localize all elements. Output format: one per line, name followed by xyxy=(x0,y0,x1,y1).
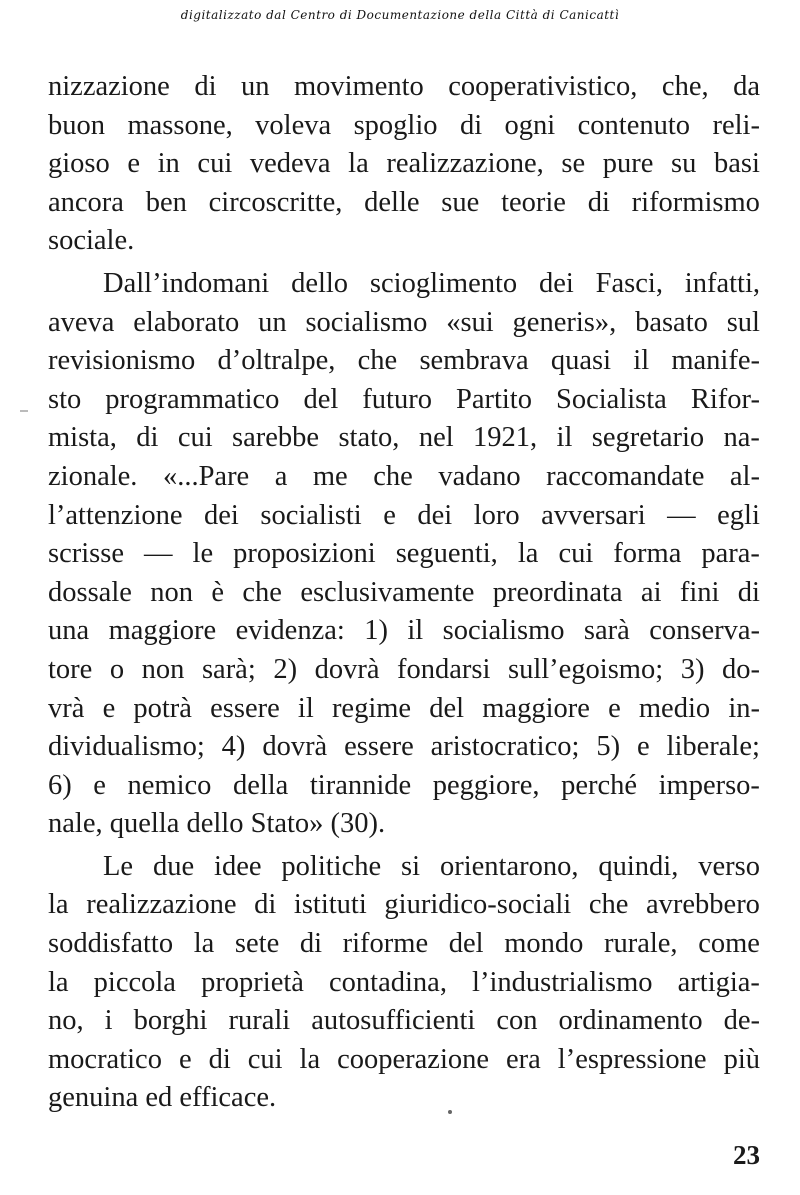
text-line: buon massone, voleva spoglio di ogni contenuto reli- xyxy=(48,109,760,141)
text-line: ancora ben circoscritte, delle sue teorie di riformismo xyxy=(48,186,760,218)
margin-mark xyxy=(20,410,28,412)
paragraph xyxy=(48,68,760,261)
text-line: l’attenzione dei socialisti e dei loro avversari — egli xyxy=(48,499,760,531)
text-line: mista, di cui sarebbe stato, nel 1921, il segretario na- xyxy=(48,422,760,454)
text-line: sto programmatico del futuro Partito Socialista Rifor- xyxy=(48,383,760,415)
print-speck xyxy=(448,1110,452,1114)
text-line: nizzazione di un movimento cooperativistico, che, da xyxy=(48,71,760,102)
text-line: dossale non è che esclusivamente preordinata ai fini di xyxy=(48,576,760,608)
text-line: gioso e in cui vedeva la realizzazione, se pure su basi xyxy=(48,148,760,180)
text-line: soddisfatto la sete di riforme del mondo rurale, come xyxy=(48,928,760,960)
text-line: la piccola proprietà contadina, l’industrialismo artigia- xyxy=(48,966,760,998)
text-line: mocratico e di cui la cooperazione era l’espressione più xyxy=(48,1043,760,1075)
text-line: la realizzazione di istituti giuridico-sociali che avrebbero xyxy=(48,889,760,921)
text-line: genuina ed efficace. xyxy=(48,1082,277,1114)
text-line: Le due idee politiche si orientarono, quindi, verso xyxy=(103,850,760,882)
paragraph xyxy=(48,265,760,844)
paragraph xyxy=(48,848,760,1118)
text-line: aveva elaborato un socialismo «sui generis», basato sul xyxy=(48,306,760,338)
text-line: scrisse — le proposizioni seguenti, la cui forma para- xyxy=(48,538,760,570)
text-line: tore o non sarà; 2) dovrà fondarsi sull’egoismo; 3) do- xyxy=(48,653,760,685)
text-line: no, i borghi rurali autosufficienti con ordinamento de- xyxy=(48,1005,760,1037)
body-text xyxy=(48,68,760,1118)
text-line: una maggiore evidenza: 1) il socialismo sarà conserva- xyxy=(48,615,760,647)
text-line: vrà e potrà essere il regime del maggiore e medio in- xyxy=(48,692,760,724)
digitization-watermark: digitalizzato dal Centro di Documentazione della Città di Canicattì xyxy=(180,8,620,22)
text-line: dividualismo; 4) dovrà essere aristocratico; 5) e liberale; xyxy=(48,731,760,763)
text-line: 6) e nemico della tirannide peggiore, perché imperso- xyxy=(48,769,760,801)
text-line: Dall’indomani dello scioglimento dei Fasci, infatti, xyxy=(103,267,760,299)
text-line: nale, quella dello Stato» (30). xyxy=(48,808,386,840)
page-number: 23 xyxy=(733,1140,760,1170)
text-line: zionale. «...Pare a me che vadano raccomandate al- xyxy=(48,460,760,492)
text-line: sociale. xyxy=(48,225,135,257)
text-line: revisionismo d’oltralpe, che sembrava quasi il manife- xyxy=(48,345,760,377)
